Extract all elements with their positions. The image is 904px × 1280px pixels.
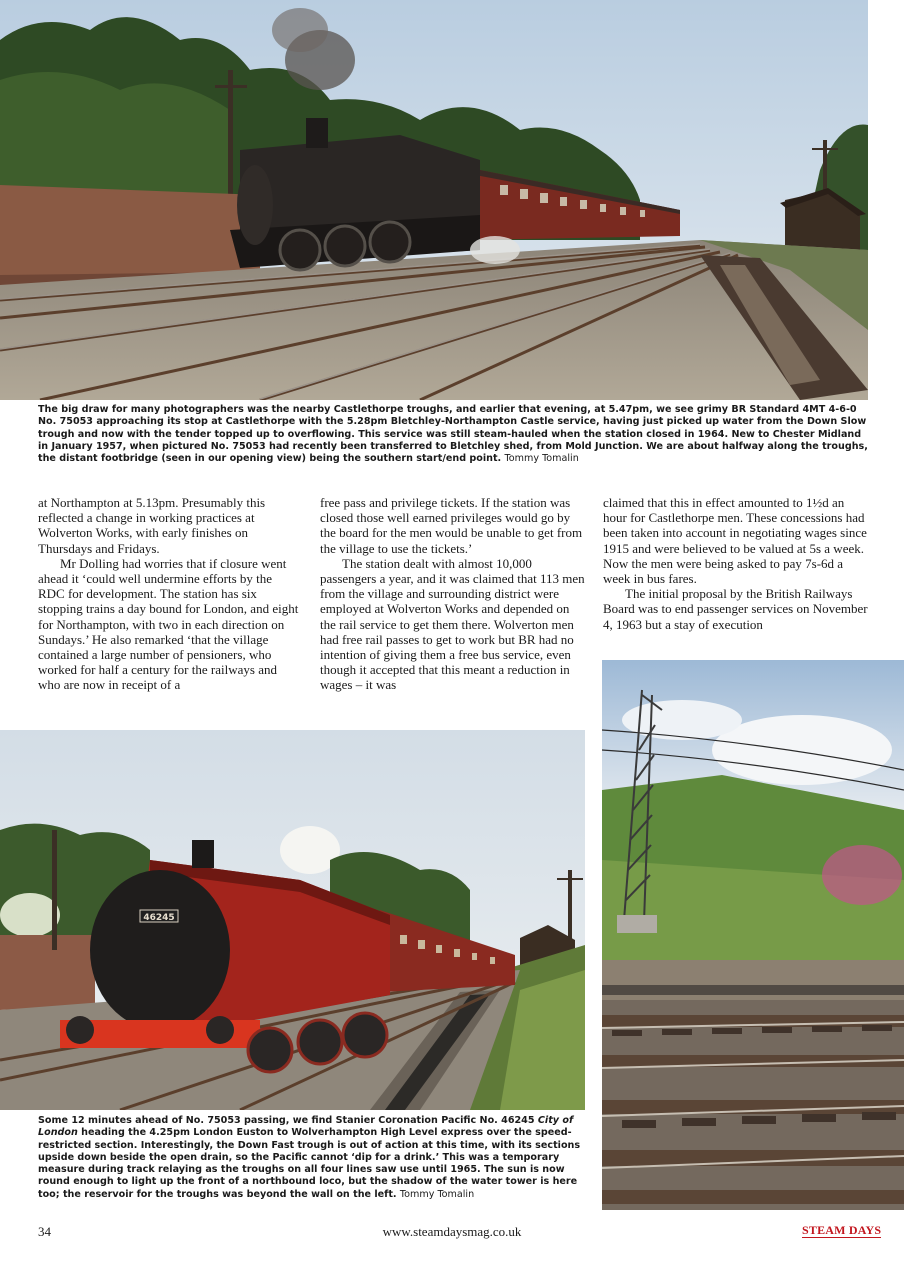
paragraph: claimed that this in effect amounted to 1½d an hour for Castlethorpe men. These concessions had been taken into account in negotiating wages since 1915 and were believed to be valued at 5s a week. Now the men were being asked to pay 7s-6d a week in bus fares. <box>603 495 867 587</box>
article-column-2 <box>320 495 586 693</box>
article-column-1 <box>38 495 300 693</box>
photo-coronation-pacific <box>0 730 585 1110</box>
paragraph: The station dealt with almost 10,000 passengers a year, and it was claimed that 113 men from the village and surrounding district were employed at Wolverton Works and depended on the rail service to get them there. Wolverton men had free rail passes to get to work but BR had no intention of giving them a free bus service, even though it accepted that this meant a reduction in wages – it was <box>320 555 585 693</box>
photo-top-standard-4mt <box>0 0 868 400</box>
photo-credit-bottom: Tommy Tomalin <box>399 1188 475 1200</box>
steam-days-logo: STEAM DAYS <box>802 1223 882 1237</box>
paragraph: Mr Dolling had worries that if closure went ahead it ‘could well undermine efforts by the RDC for development. The station has six stopping trains a day bound for London, and eight for Northampton, with two in each direction on Sundays.’ He also remarked ‘that the village contained a large number of pensioners, who worked for half a century for the railways and who are now in receipt of a <box>38 555 299 693</box>
caption-bottom-text-1: Some 12 minutes ahead of No. 75053 passing, we find Stanier Coronation Pacific No. 46245 <box>38 1115 538 1126</box>
photo-credit-top: Tommy Tomalin <box>504 453 579 465</box>
loco-number-plate: 46245 <box>143 913 175 923</box>
paragraph: free pass and privilege tickets. If the station was closed those well earned privileges would go by the board for the men would be unable to get from the village to use the tickets.’ <box>320 495 583 556</box>
caption-top <box>38 404 868 465</box>
paragraph: The initial proposal by the British Railways Board was to end passenger services on November 4, 1963 but a stay of execution <box>603 586 868 632</box>
caption-bottom <box>38 1115 586 1201</box>
photo-lineside-bank <box>602 660 904 1210</box>
article-column-3 <box>603 495 869 632</box>
page-number: 34 <box>38 1224 51 1239</box>
caption-bottom-loco-name: City of London <box>38 1115 574 1139</box>
paragraph: at Northampton at 5.13pm. Presumably this reflected a change in working practices at Wolverton Works, with early finishes on Thursdays and Fridays. <box>38 495 266 556</box>
footer-url: www.steamdaysmag.co.uk <box>382 1224 522 1239</box>
caption-top-text: The big draw for many photographers was the nearby Castlethorpe troughs, and earlier that evening, at 5.47pm, we see grimy BR Standard 4MT 4-6-0 No. 75053 approaching its stop at Castlethorpe with the 5.28pm Bletchley-Northampton Castle service, having just picked up water from the Down Slow trough and now with the tender topped up to overflowing. This service was still steam-hauled when the station closed in 1964. New to Chester Midland in January 1957, when pictured No. 75053 had recently been transferred to Bletchley shed, from Mold Junction. We are about halfway along the troughs, the distant footbridge (seen in our opening view) being the southern start/end point. <box>38 404 868 465</box>
caption-bottom-text-2: heading the 4.25pm London Euston to Wolverhampton High Level express over the speed-restricted section. Interestingly, the Down Fast trough is out of action at this time, with its sections upside down beside the open drain, so the Pacific cannot ‘dip for a drink.’ This was a temporary measure during track relaying as the troughs on all four lines saw use until 1965. The sun is now round enough to light up the front of a northbound loco, but the shadow of the water tower is here too; the reservoir for the troughs was beyond the wall on the left. <box>38 1127 581 1200</box>
